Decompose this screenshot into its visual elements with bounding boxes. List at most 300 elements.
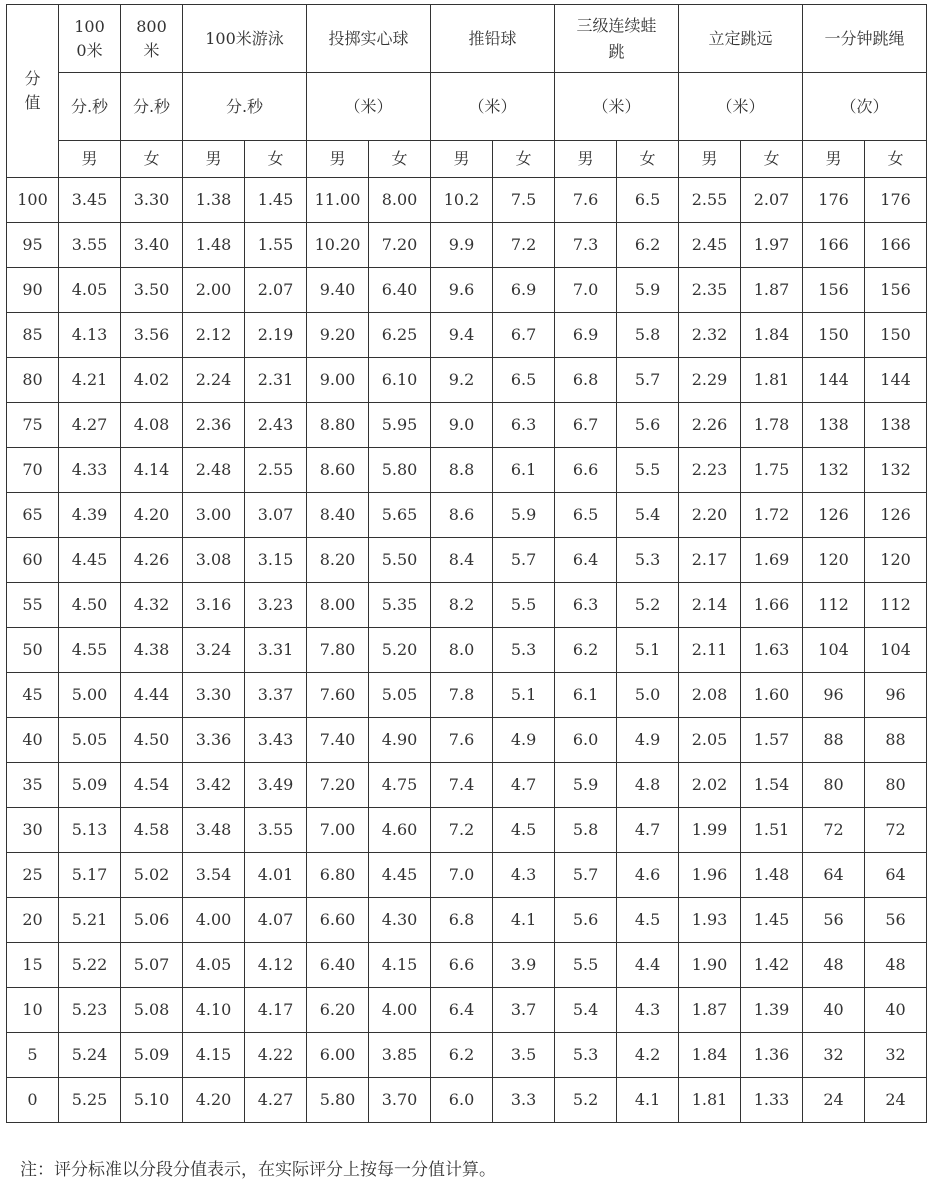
table-cell: 4.08 [121, 403, 183, 448]
table-cell: 3.31 [245, 628, 307, 673]
table-cell: 1.69 [741, 538, 803, 583]
gender-cell: 女 [369, 141, 431, 178]
table-cell: 72 [865, 808, 927, 853]
table-cell: 7.20 [307, 763, 369, 808]
gender-cell: 男 [431, 141, 493, 178]
table-cell: 4.4 [617, 943, 679, 988]
table-cell: 4.17 [245, 988, 307, 1033]
table-cell: 5.6 [617, 403, 679, 448]
table-cell: 4.3 [617, 988, 679, 1033]
table-cell: 56 [865, 898, 927, 943]
table-row [7, 1033, 927, 1078]
table-row [7, 313, 927, 358]
table-cell: 9.0 [431, 403, 493, 448]
table-cell: 8.2 [431, 583, 493, 628]
table-cell: 5.9 [493, 493, 555, 538]
table-row [7, 178, 927, 223]
table-cell: 3.15 [245, 538, 307, 583]
table-cell: 4.2 [617, 1033, 679, 1078]
event-header-triple-frog-jump: 三级连续蛙跳 [555, 5, 679, 73]
table-cell: 4.22 [245, 1033, 307, 1078]
event-header-800m: 800米 [121, 5, 183, 73]
table-cell: 156 [803, 268, 865, 313]
gender-row [7, 141, 927, 178]
table-cell: 2.24 [183, 358, 245, 403]
table-cell: 9.9 [431, 223, 493, 268]
table-cell: 6.20 [307, 988, 369, 1033]
table-cell: 4.7 [493, 763, 555, 808]
table-cell: 5.1 [493, 673, 555, 718]
table-cell: 120 [865, 538, 927, 583]
table-cell: 5.00 [59, 673, 121, 718]
table-cell: 9.4 [431, 313, 493, 358]
table-cell: 150 [865, 313, 927, 358]
table-cell: 1.33 [741, 1078, 803, 1123]
table-cell: 1.57 [741, 718, 803, 763]
table-cell: 4.6 [617, 853, 679, 898]
score-cell: 70 [7, 448, 59, 493]
table-cell: 112 [865, 583, 927, 628]
table-cell: 64 [865, 853, 927, 898]
table-cell: 3.50 [121, 268, 183, 313]
table-cell: 4.5 [617, 898, 679, 943]
table-cell: 3.70 [369, 1078, 431, 1123]
event-header-shot-put: 推铅球 [431, 5, 555, 73]
table-cell: 3.54 [183, 853, 245, 898]
table-cell: 8.0 [431, 628, 493, 673]
gender-cell: 女 [121, 141, 183, 178]
table-cell: 2.43 [245, 403, 307, 448]
table-cell: 3.55 [245, 808, 307, 853]
table-cell: 3.37 [245, 673, 307, 718]
table-cell: 5.0 [617, 673, 679, 718]
table-cell: 2.23 [679, 448, 741, 493]
table-cell: 4.13 [59, 313, 121, 358]
table-cell: 5.21 [59, 898, 121, 943]
table-cell: 96 [865, 673, 927, 718]
table-cell: 5.80 [369, 448, 431, 493]
score-cell: 0 [7, 1078, 59, 1123]
table-cell: 5.7 [493, 538, 555, 583]
table-cell: 9.2 [431, 358, 493, 403]
table-cell: 4.21 [59, 358, 121, 403]
table-row [7, 1078, 927, 1123]
table-row [7, 988, 927, 1033]
table-cell: 1.66 [741, 583, 803, 628]
table-cell: 1.39 [741, 988, 803, 1033]
table-row [7, 448, 927, 493]
event-header-jump-rope: 一分钟跳绳 [803, 5, 927, 73]
table-cell: 5.2 [555, 1078, 617, 1123]
table-cell: 150 [803, 313, 865, 358]
table-cell: 5.09 [59, 763, 121, 808]
table-cell: 1.84 [679, 1033, 741, 1078]
table-cell: 2.32 [679, 313, 741, 358]
table-cell: 24 [865, 1078, 927, 1123]
table-cell: 5.08 [121, 988, 183, 1033]
table-cell: 3.9 [493, 943, 555, 988]
scoring-table [6, 4, 927, 1123]
table-cell: 9.40 [307, 268, 369, 313]
table-cell: 6.2 [555, 628, 617, 673]
table-cell: 6.2 [617, 223, 679, 268]
table-cell: 2.00 [183, 268, 245, 313]
table-cell: 5.3 [617, 538, 679, 583]
table-cell: 3.7 [493, 988, 555, 1033]
table-cell: 8.40 [307, 493, 369, 538]
table-cell: 4.02 [121, 358, 183, 403]
gender-cell: 女 [865, 141, 927, 178]
table-cell: 176 [865, 178, 927, 223]
table-cell: 5.02 [121, 853, 183, 898]
unit-cell: 分.秒 [59, 73, 121, 141]
table-cell: 10.2 [431, 178, 493, 223]
score-cell: 10 [7, 988, 59, 1033]
table-cell: 6.6 [555, 448, 617, 493]
table-cell: 7.40 [307, 718, 369, 763]
table-cell: 6.0 [431, 1078, 493, 1123]
unit-row [7, 73, 927, 141]
table-cell: 6.3 [493, 403, 555, 448]
table-cell: 6.5 [493, 358, 555, 403]
table-cell: 11.00 [307, 178, 369, 223]
table-cell: 6.7 [555, 403, 617, 448]
table-cell: 5.5 [617, 448, 679, 493]
table-header [7, 5, 927, 178]
table-cell: 4.9 [493, 718, 555, 763]
table-cell: 4.30 [369, 898, 431, 943]
table-cell: 3.43 [245, 718, 307, 763]
table-row [7, 493, 927, 538]
table-cell: 5.8 [555, 808, 617, 853]
table-cell: 112 [803, 583, 865, 628]
table-cell: 1.45 [245, 178, 307, 223]
table-cell: 3.16 [183, 583, 245, 628]
table-cell: 5.07 [121, 943, 183, 988]
table-cell: 7.8 [431, 673, 493, 718]
table-cell: 7.0 [431, 853, 493, 898]
table-cell: 2.55 [679, 178, 741, 223]
table-cell: 4.58 [121, 808, 183, 853]
table-cell: 4.50 [121, 718, 183, 763]
score-cell: 40 [7, 718, 59, 763]
table-cell: 4.38 [121, 628, 183, 673]
table-row [7, 763, 927, 808]
table-cell: 2.55 [245, 448, 307, 493]
table-cell: 7.6 [431, 718, 493, 763]
table-cell: 3.3 [493, 1078, 555, 1123]
table-cell: 2.45 [679, 223, 741, 268]
table-cell: 3.30 [121, 178, 183, 223]
table-cell: 4.20 [183, 1078, 245, 1123]
table-cell: 4.5 [493, 808, 555, 853]
table-cell: 1.48 [741, 853, 803, 898]
table-cell: 4.00 [369, 988, 431, 1033]
table-cell: 1.38 [183, 178, 245, 223]
table-cell: 6.9 [555, 313, 617, 358]
table-cell: 4.1 [617, 1078, 679, 1123]
table-cell: 6.00 [307, 1033, 369, 1078]
footnote: 注：评分标准以分段分值表示，在实际评分上按每一分值计算。 [20, 1160, 496, 1180]
table-cell: 8.00 [369, 178, 431, 223]
table-cell: 5.9 [555, 763, 617, 808]
table-cell: 3.00 [183, 493, 245, 538]
table-cell: 8.80 [307, 403, 369, 448]
table-cell: 1.81 [741, 358, 803, 403]
table-cell: 6.1 [493, 448, 555, 493]
table-cell: 2.14 [679, 583, 741, 628]
gender-cell: 男 [803, 141, 865, 178]
table-cell: 7.5 [493, 178, 555, 223]
table-cell: 3.48 [183, 808, 245, 853]
table-cell: 6.6 [431, 943, 493, 988]
table-cell: 6.7 [493, 313, 555, 358]
table-cell: 7.20 [369, 223, 431, 268]
table-cell: 5.13 [59, 808, 121, 853]
event-header-swim: 100米游泳 [183, 5, 307, 73]
table-cell: 2.48 [183, 448, 245, 493]
table-cell: 3.56 [121, 313, 183, 358]
table-cell: 5.7 [617, 358, 679, 403]
table-cell: 6.40 [307, 943, 369, 988]
table-cell: 4.15 [183, 1033, 245, 1078]
table-cell: 5.1 [617, 628, 679, 673]
table-cell: 88 [865, 718, 927, 763]
table-cell: 5.5 [493, 583, 555, 628]
table-cell: 2.07 [741, 178, 803, 223]
table-cell: 7.2 [493, 223, 555, 268]
event-header-1000m: 1000米 [59, 5, 121, 73]
gender-cell: 女 [741, 141, 803, 178]
table-cell: 7.4 [431, 763, 493, 808]
table-cell: 7.2 [431, 808, 493, 853]
table-cell: 8.4 [431, 538, 493, 583]
table-cell: 5.4 [555, 988, 617, 1033]
table-cell: 1.42 [741, 943, 803, 988]
table-cell: 2.07 [245, 268, 307, 313]
event-header-medicine-ball: 投掷实心球 [307, 5, 431, 73]
table-cell: 4.27 [245, 1078, 307, 1123]
table-cell: 6.2 [431, 1033, 493, 1078]
table-cell: 3.24 [183, 628, 245, 673]
table-cell: 176 [803, 178, 865, 223]
table-cell: 4.44 [121, 673, 183, 718]
table-cell: 1.51 [741, 808, 803, 853]
table-cell: 4.05 [183, 943, 245, 988]
table-cell: 8.60 [307, 448, 369, 493]
table-cell: 6.4 [555, 538, 617, 583]
table-cell: 5.8 [617, 313, 679, 358]
gender-cell: 女 [245, 141, 307, 178]
table-cell: 166 [865, 223, 927, 268]
table-cell: 126 [803, 493, 865, 538]
table-cell: 4.54 [121, 763, 183, 808]
table-row [7, 583, 927, 628]
table-cell: 7.6 [555, 178, 617, 223]
table-row [7, 268, 927, 313]
score-cell: 65 [7, 493, 59, 538]
table-row [7, 538, 927, 583]
table-row [7, 718, 927, 763]
table-cell: 1.63 [741, 628, 803, 673]
table-cell: 120 [803, 538, 865, 583]
table-cell: 5.10 [121, 1078, 183, 1123]
table-cell: 6.8 [555, 358, 617, 403]
table-cell: 2.12 [183, 313, 245, 358]
score-cell: 75 [7, 403, 59, 448]
table-cell: 4.60 [369, 808, 431, 853]
table-cell: 4.50 [59, 583, 121, 628]
table-cell: 88 [803, 718, 865, 763]
table-cell: 1.54 [741, 763, 803, 808]
table-cell: 1.90 [679, 943, 741, 988]
table-cell: 3.49 [245, 763, 307, 808]
unit-cell: （次） [803, 73, 927, 141]
table-cell: 138 [803, 403, 865, 448]
score-cell: 60 [7, 538, 59, 583]
table-cell: 4.26 [121, 538, 183, 583]
table-body [7, 178, 927, 1123]
table-row [7, 628, 927, 673]
table-cell: 1.99 [679, 808, 741, 853]
table-cell: 2.29 [679, 358, 741, 403]
gender-cell: 男 [555, 141, 617, 178]
score-cell: 30 [7, 808, 59, 853]
score-cell: 50 [7, 628, 59, 673]
table-cell: 7.0 [555, 268, 617, 313]
table-cell: 126 [865, 493, 927, 538]
table-cell: 104 [803, 628, 865, 673]
table-cell: 6.5 [617, 178, 679, 223]
table-cell: 6.5 [555, 493, 617, 538]
gender-cell: 女 [617, 141, 679, 178]
table-cell: 96 [803, 673, 865, 718]
table-cell: 4.27 [59, 403, 121, 448]
table-cell: 8.6 [431, 493, 493, 538]
score-cell: 20 [7, 898, 59, 943]
table-cell: 4.55 [59, 628, 121, 673]
event-name-row [7, 5, 927, 73]
table-cell: 5.95 [369, 403, 431, 448]
table-cell: 4.00 [183, 898, 245, 943]
table-cell: 4.07 [245, 898, 307, 943]
table-cell: 5.2 [617, 583, 679, 628]
table-cell: 48 [865, 943, 927, 988]
score-header-text: 分值 [24, 69, 41, 112]
score-cell: 15 [7, 943, 59, 988]
table-cell: 1.45 [741, 898, 803, 943]
table-cell: 3.45 [59, 178, 121, 223]
score-header-cell [7, 5, 59, 178]
table-cell: 1.97 [741, 223, 803, 268]
table-cell: 1.72 [741, 493, 803, 538]
table-cell: 32 [865, 1033, 927, 1078]
table-cell: 4.3 [493, 853, 555, 898]
unit-cell: （米） [431, 73, 555, 141]
table-cell: 5.05 [59, 718, 121, 763]
table-cell: 5.5 [555, 943, 617, 988]
table-cell: 3.23 [245, 583, 307, 628]
unit-cell: 分.秒 [183, 73, 307, 141]
table-cell: 24 [803, 1078, 865, 1123]
table-cell: 4.15 [369, 943, 431, 988]
table-cell: 4.10 [183, 988, 245, 1033]
gender-cell: 女 [493, 141, 555, 178]
table-cell: 5.65 [369, 493, 431, 538]
gender-cell: 男 [59, 141, 121, 178]
gender-cell: 男 [679, 141, 741, 178]
table-cell: 144 [803, 358, 865, 403]
table-cell: 80 [865, 763, 927, 808]
table-row [7, 898, 927, 943]
table-cell: 3.30 [183, 673, 245, 718]
table-cell: 3.55 [59, 223, 121, 268]
table-cell: 5.4 [617, 493, 679, 538]
table-cell: 4.01 [245, 853, 307, 898]
table-cell: 2.35 [679, 268, 741, 313]
table-cell: 1.84 [741, 313, 803, 358]
table-cell: 4.45 [59, 538, 121, 583]
table-cell: 48 [803, 943, 865, 988]
table-cell: 6.3 [555, 583, 617, 628]
table-cell: 1.96 [679, 853, 741, 898]
table-cell: 1.93 [679, 898, 741, 943]
score-cell: 100 [7, 178, 59, 223]
table-cell: 4.90 [369, 718, 431, 763]
table-cell: 6.25 [369, 313, 431, 358]
table-cell: 1.36 [741, 1033, 803, 1078]
score-cell: 45 [7, 673, 59, 718]
table-cell: 6.4 [431, 988, 493, 1033]
table-cell: 6.0 [555, 718, 617, 763]
table-cell: 1.81 [679, 1078, 741, 1123]
table-cell: 3.40 [121, 223, 183, 268]
table-cell: 7.60 [307, 673, 369, 718]
table-cell: 5.22 [59, 943, 121, 988]
table-cell: 7.3 [555, 223, 617, 268]
table-cell: 9.20 [307, 313, 369, 358]
table-cell: 2.08 [679, 673, 741, 718]
table-cell: 1.87 [741, 268, 803, 313]
table-cell: 4.8 [617, 763, 679, 808]
score-cell: 25 [7, 853, 59, 898]
table-cell: 132 [803, 448, 865, 493]
table-cell: 5.20 [369, 628, 431, 673]
table-cell: 6.80 [307, 853, 369, 898]
table-cell: 8.20 [307, 538, 369, 583]
table-cell: 5.9 [617, 268, 679, 313]
table-cell: 132 [865, 448, 927, 493]
table-cell: 138 [865, 403, 927, 448]
table-cell: 4.20 [121, 493, 183, 538]
table-row [7, 673, 927, 718]
score-cell: 95 [7, 223, 59, 268]
table-cell: 6.1 [555, 673, 617, 718]
table-cell: 40 [865, 988, 927, 1033]
score-cell: 80 [7, 358, 59, 403]
table-cell: 5.7 [555, 853, 617, 898]
table-cell: 7.80 [307, 628, 369, 673]
table-cell: 10.20 [307, 223, 369, 268]
table-cell: 2.26 [679, 403, 741, 448]
table-cell: 166 [803, 223, 865, 268]
unit-cell: （米） [555, 73, 679, 141]
table-cell: 144 [865, 358, 927, 403]
table-cell: 1.78 [741, 403, 803, 448]
table-cell: 5.80 [307, 1078, 369, 1123]
table-cell: 5.17 [59, 853, 121, 898]
table-cell: 4.1 [493, 898, 555, 943]
